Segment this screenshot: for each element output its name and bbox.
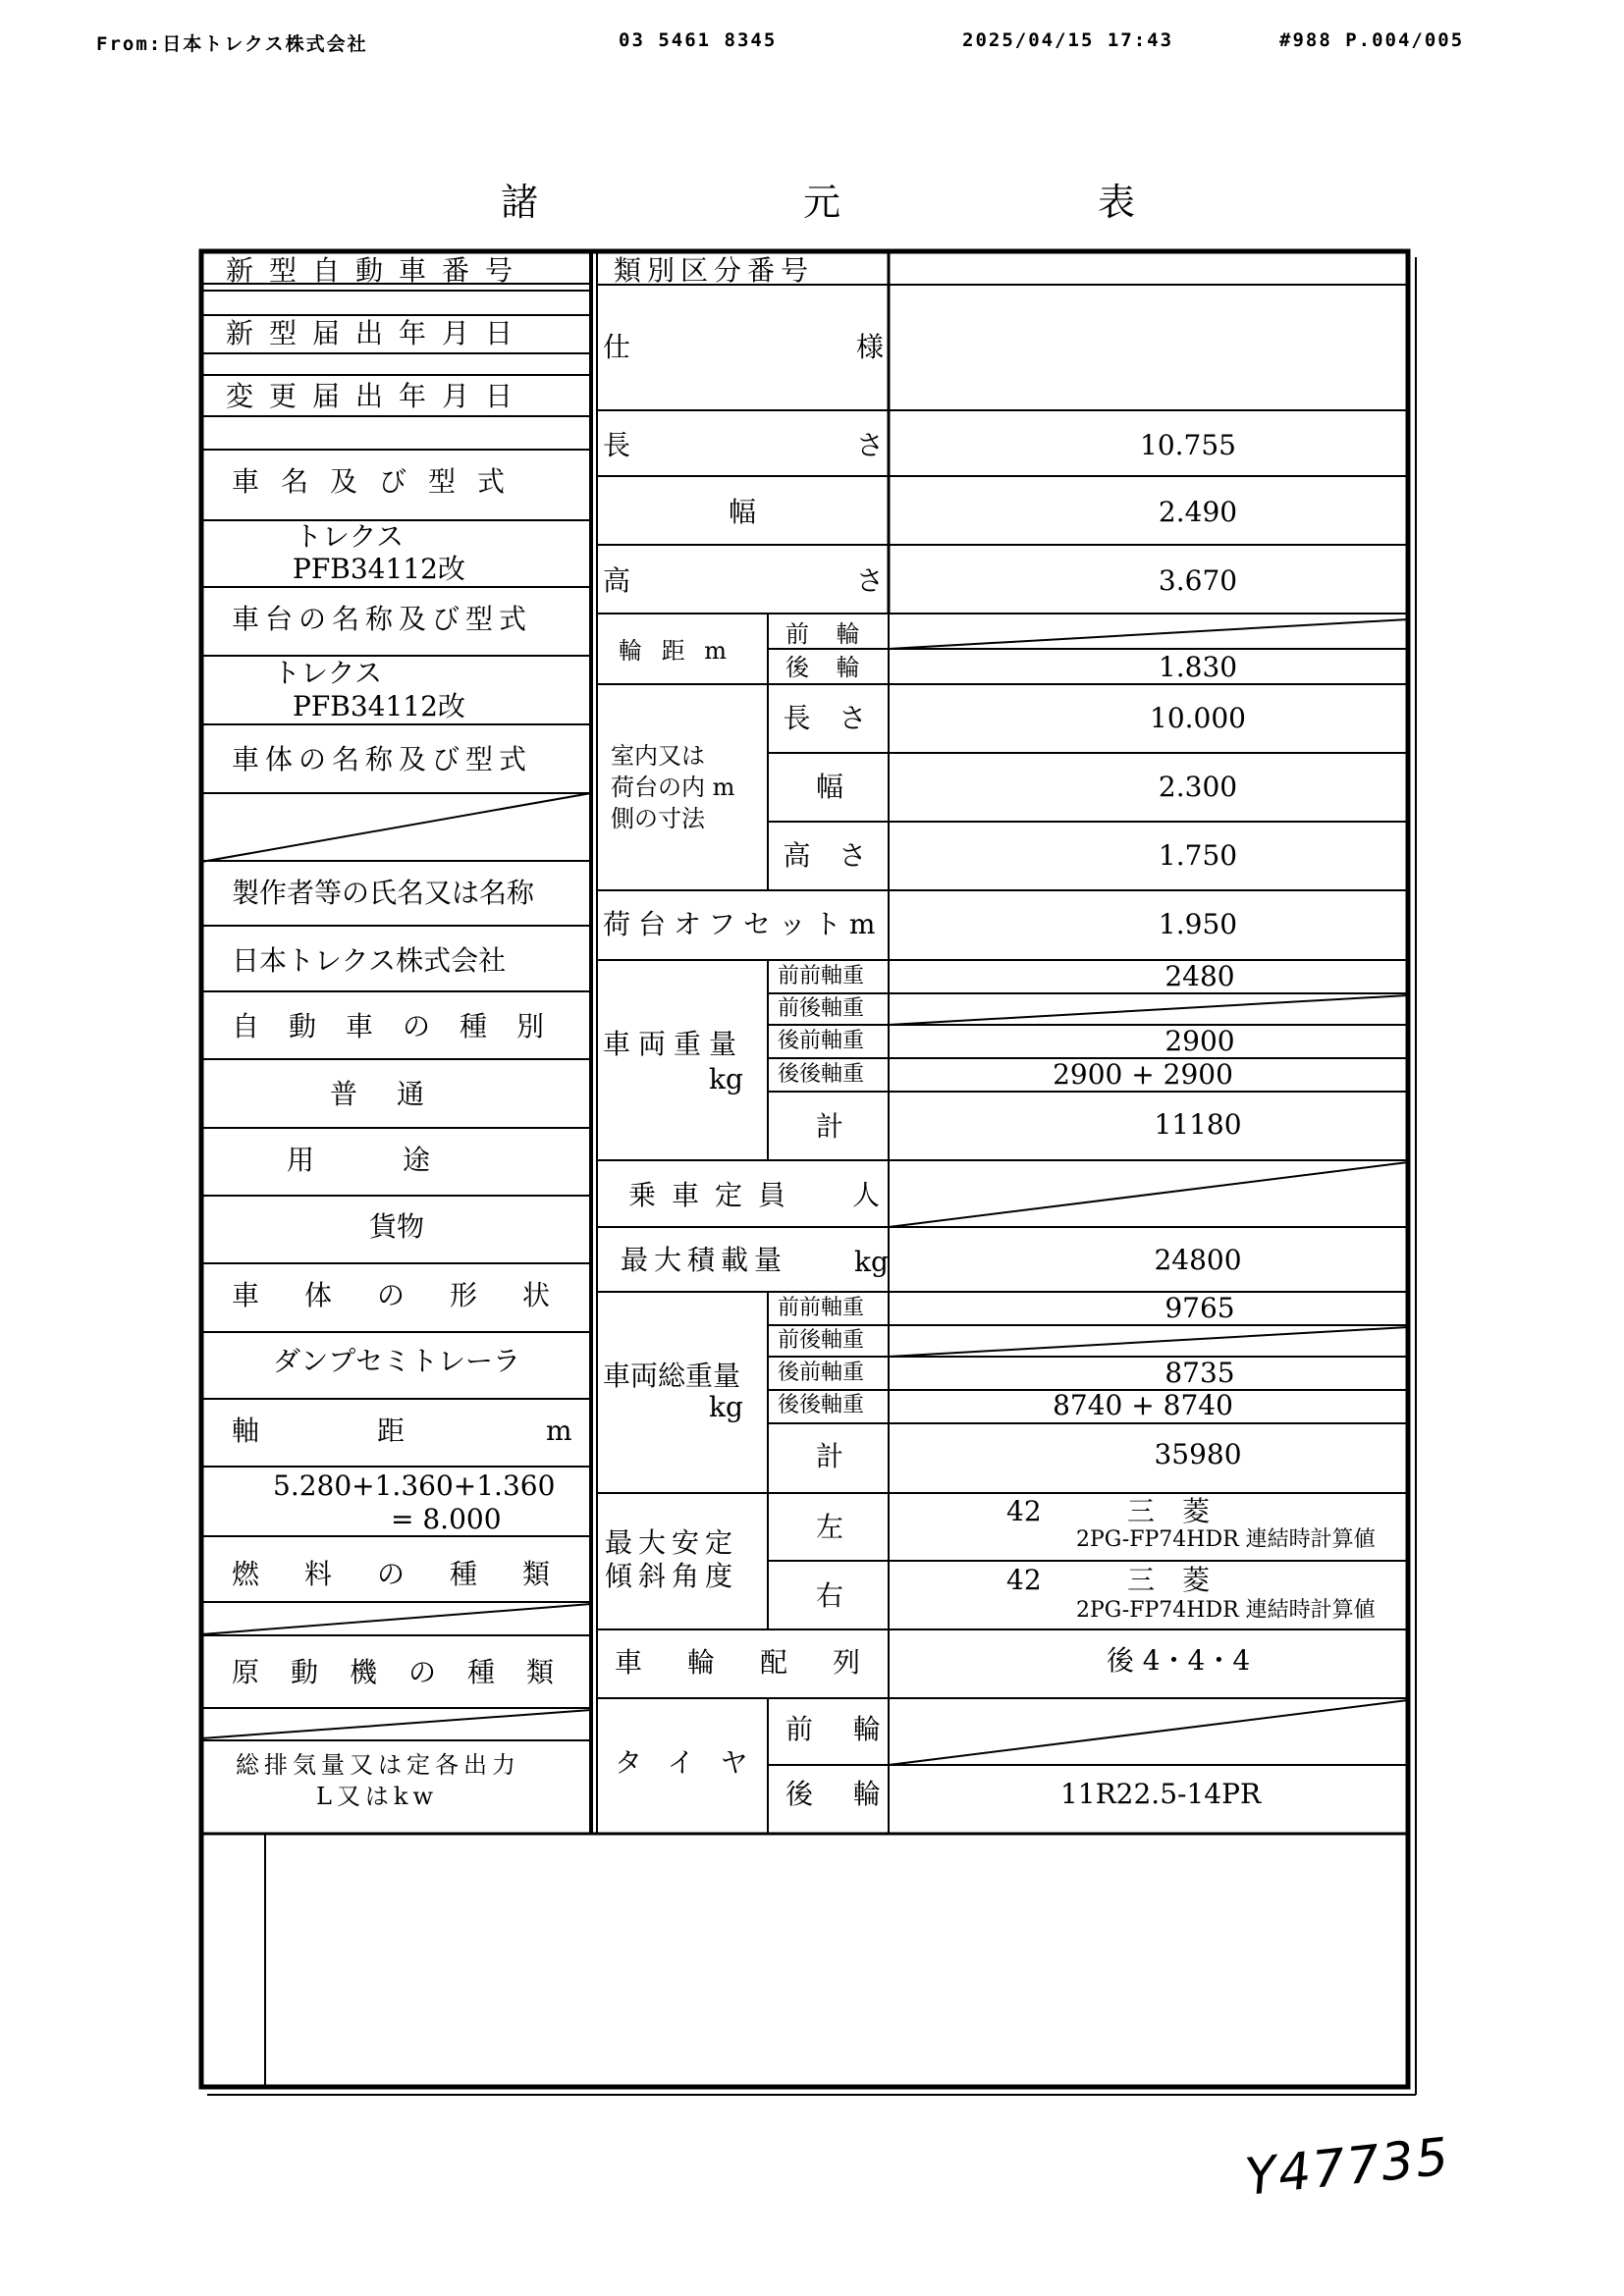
body-name-label: 車体の名称及び型式 xyxy=(232,743,533,775)
gross-row-label: 後後軸重 xyxy=(778,1393,865,1417)
length-label-a: 長 xyxy=(603,429,631,461)
displacement-label-1: 総排気量又は定各出力 xyxy=(236,1751,520,1779)
stability-right-note: 2PG-FP74HDR 連結時計算値 xyxy=(1076,1598,1376,1623)
fuel-label: 燃料の種類 xyxy=(232,1558,596,1590)
weight-label: 車両重量 xyxy=(603,1028,745,1060)
weight-row-label: 後後軸重 xyxy=(778,1062,865,1087)
interior-length-label: 長 さ xyxy=(783,702,877,734)
vehicle-name-line2: PFB34112改 xyxy=(293,553,465,585)
capacity-label: 乗車定員 xyxy=(628,1179,802,1211)
new-vehicle-no-label: 新型自動車番号 xyxy=(226,254,529,287)
weight-row-label: 前後軸重 xyxy=(778,996,865,1021)
weight-unit: kg xyxy=(709,1063,743,1095)
wheel-arrangement-label: 車輪配列 xyxy=(615,1646,906,1679)
stability-right-angle: 42 xyxy=(1006,1564,1042,1596)
title-char-2: 元 xyxy=(803,181,841,224)
vehicle-kind-value: 普通 xyxy=(329,1078,464,1110)
width-label: 幅 xyxy=(728,496,757,528)
offset-label: 荷台オフセットm xyxy=(603,908,884,940)
interior-label-1: 室内又は xyxy=(611,742,705,770)
height-label-a: 高 xyxy=(603,564,631,597)
stability-left-note: 2PG-FP74HDR 連結時計算値 xyxy=(1076,1527,1376,1552)
interior-label-2: 荷台の内 m xyxy=(611,774,735,801)
fax-sender: From:日本トレクス株式会社 xyxy=(96,33,368,55)
weight-total-label: 計 xyxy=(815,1110,844,1143)
tread-rear-label: 後 輪 xyxy=(785,654,870,681)
tire-rear-label: 後 輪 xyxy=(785,1778,896,1810)
wheel-arrangement-value: 後 4・4・4 xyxy=(1106,1644,1251,1677)
vehicle-name-label: 車名及び型式 xyxy=(232,465,527,498)
maker-label: 製作者等の氏名又は名称 xyxy=(232,877,535,909)
weight-row-value: 2900 + 2900 xyxy=(1053,1058,1233,1091)
tread-label: 輪 距 m xyxy=(619,637,733,665)
usage-value: 貨物 xyxy=(368,1210,425,1243)
interior-height-label: 高 さ xyxy=(783,839,877,872)
displacement-label-2: L又はkw xyxy=(316,1783,439,1810)
gross-label: 車両総重量 xyxy=(603,1360,741,1392)
max-load-label: 最大積載量 xyxy=(621,1244,788,1276)
gross-row-value: 9765 xyxy=(1164,1292,1235,1324)
engine-label: 原動機の種類 xyxy=(232,1656,586,1688)
fax-page: #988 P.004/005 xyxy=(1279,29,1465,51)
gross-row-value: 8735 xyxy=(1164,1357,1235,1389)
tread-front-label: 前 輪 xyxy=(785,620,870,648)
tire-rear-value: 11R22.5-14PR xyxy=(1059,1778,1262,1810)
weight-row-value: 2480 xyxy=(1164,960,1235,992)
gross-total-label: 計 xyxy=(815,1440,844,1472)
gross-total-value: 35980 xyxy=(1154,1438,1242,1470)
chassis-name-line2: PFB34112改 xyxy=(293,690,465,722)
stability-right-maker: 三 菱 xyxy=(1127,1564,1211,1596)
tire-label: タイヤ xyxy=(615,1746,774,1779)
fax-datetime: 2025/04/15 17:43 xyxy=(962,29,1174,51)
stability-left-label: 左 xyxy=(815,1511,844,1543)
weight-total-value: 11180 xyxy=(1154,1108,1242,1141)
offset-value: 1.950 xyxy=(1158,908,1238,940)
weight-row-label: 前前軸重 xyxy=(778,964,865,988)
stability-label-1: 最大安定 xyxy=(605,1526,739,1559)
axle-dist-label: 軸距 xyxy=(232,1415,523,1447)
spec-label-b: 様 xyxy=(856,331,885,363)
title-char-1: 諸 xyxy=(501,181,539,224)
maker-value: 日本トレクス株式会社 xyxy=(232,944,507,977)
axle-dist-line2: = 8.000 xyxy=(391,1503,502,1535)
height-value: 3.670 xyxy=(1158,564,1238,597)
title-char-3: 表 xyxy=(1098,181,1136,224)
new-notice-date-label: 新型届出年月日 xyxy=(226,317,529,349)
fax-phone: 03 5461 8345 xyxy=(619,29,778,51)
width-value: 2.490 xyxy=(1158,496,1238,528)
length-value: 10.755 xyxy=(1140,429,1236,461)
body-shape-value: ダンプセミトレーラ xyxy=(272,1345,521,1377)
interior-length-value: 10.000 xyxy=(1150,702,1246,734)
interior-label-3: 側の寸法 xyxy=(611,805,705,832)
stability-label-2: 傾斜角度 xyxy=(605,1560,739,1592)
body-shape-label: 車体の形状 xyxy=(232,1279,596,1311)
weight-row-label: 後前軸重 xyxy=(778,1029,865,1053)
interior-height-value: 1.750 xyxy=(1158,839,1238,872)
max-load-value: 24800 xyxy=(1154,1244,1242,1276)
gross-unit: kg xyxy=(709,1391,743,1423)
stability-left-angle: 42 xyxy=(1006,1495,1042,1527)
gross-row-value: 8740 + 8740 xyxy=(1053,1389,1233,1421)
height-label-b: さ xyxy=(856,564,885,597)
max-load-unit: kg xyxy=(854,1246,889,1278)
interior-width-value: 2.300 xyxy=(1158,771,1238,803)
chassis-name-line1: トレクス xyxy=(273,657,383,689)
gross-row-label: 前前軸重 xyxy=(778,1296,865,1320)
stability-left-maker: 三 菱 xyxy=(1127,1495,1211,1527)
stability-right-label: 右 xyxy=(815,1579,844,1612)
tread-rear-value: 1.830 xyxy=(1158,651,1238,683)
vehicle-name-line1: トレクス xyxy=(295,520,405,553)
axle-dist-line1: 5.280+1.360+1.360 xyxy=(273,1469,556,1502)
axle-dist-unit: m xyxy=(546,1415,572,1447)
chassis-name-label: 車台の名称及び型式 xyxy=(232,603,533,635)
interior-width-label: 幅 xyxy=(815,771,844,803)
vehicle-kind-label: 自動車の種別 xyxy=(232,1010,574,1042)
length-label-b: さ xyxy=(856,429,885,461)
class-no-label: 類別区分番号 xyxy=(614,254,815,287)
change-notice-date-label: 変更届出年月日 xyxy=(226,380,529,412)
weight-row-value: 2900 xyxy=(1164,1025,1235,1057)
capacity-unit: 人 xyxy=(852,1179,881,1211)
gross-row-label: 前後軸重 xyxy=(778,1328,865,1353)
handwritten-note: Y47735 xyxy=(1242,2127,1453,2208)
spec-label-a: 仕 xyxy=(603,331,631,363)
usage-label: 用途 xyxy=(286,1144,519,1176)
tire-front-label: 前 輪 xyxy=(785,1713,896,1745)
gross-row-label: 後前軸重 xyxy=(778,1361,865,1385)
